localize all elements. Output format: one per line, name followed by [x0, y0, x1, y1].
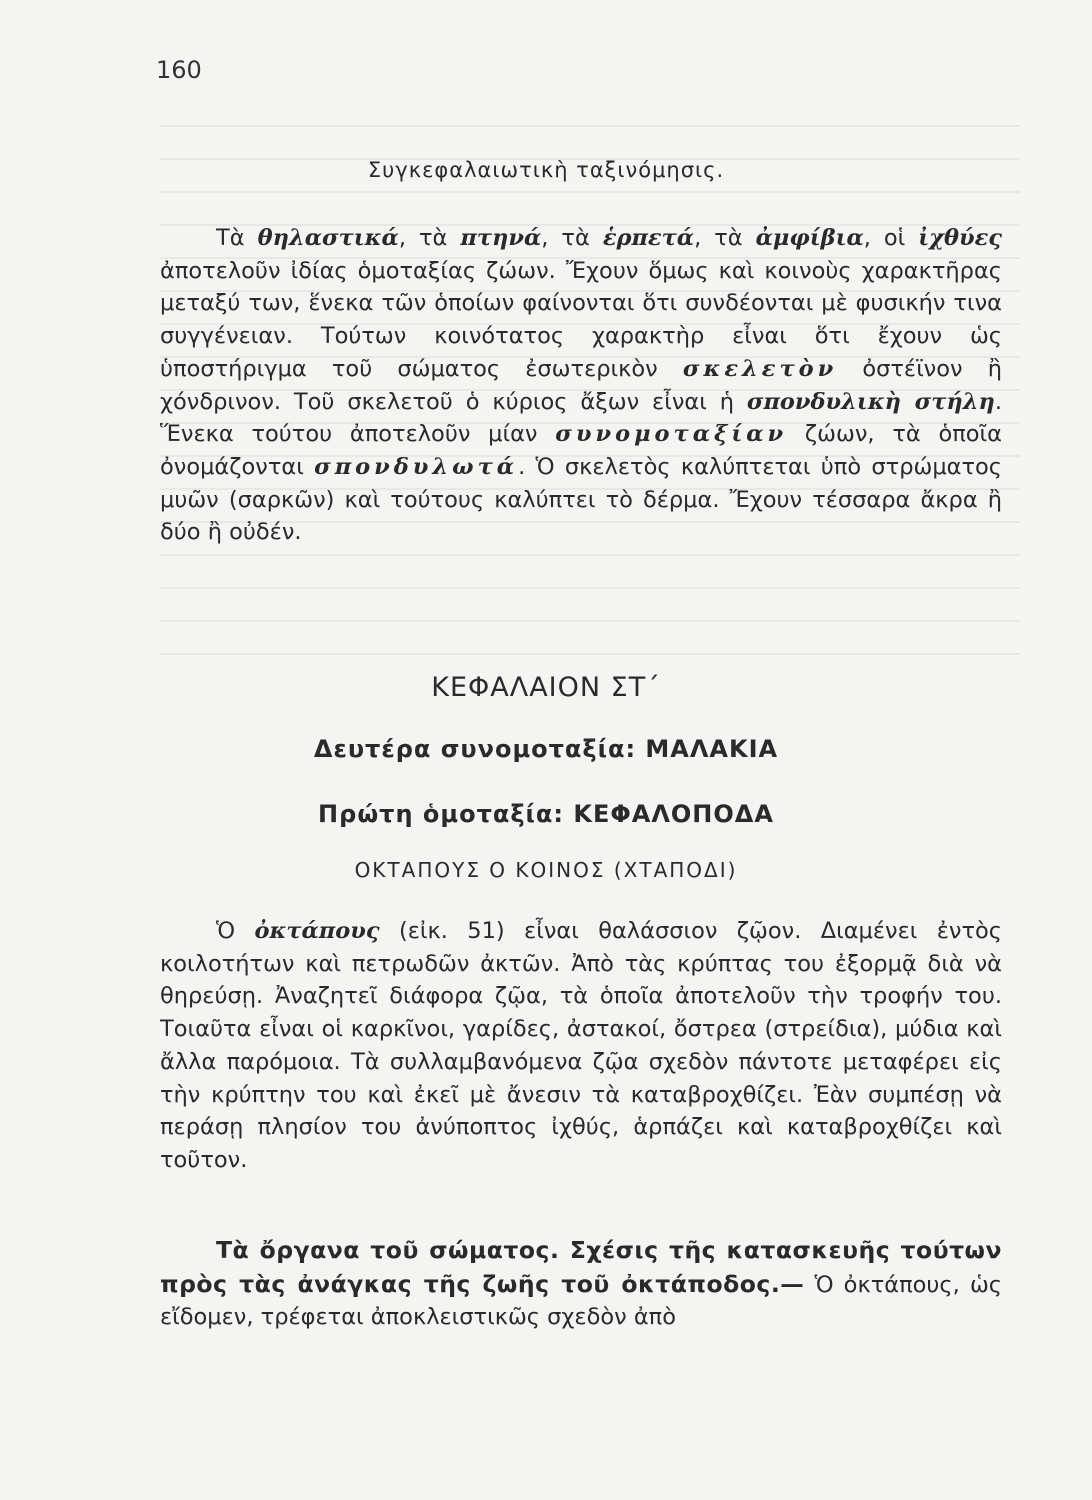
emphasized-term: ἀμφίβια	[755, 225, 864, 251]
octopus-paragraph	[160, 915, 1002, 1177]
class-heading: Πρώτη ὁμοταξία: ΚΕΦΑΛΟΠΟΔΑ	[318, 800, 774, 828]
species-heading: ΟΚΤΑΠΟΥΣ Ο ΚΟΙΝΟΣ (ΧΤΑΠΟΔΙ)	[354, 858, 738, 882]
chapter-title: ΚΕΦΑΛΑΙΟΝ ΣΤ΄	[431, 672, 661, 703]
page-number: 160	[156, 56, 202, 84]
emphasized-term: σπονδυλικὴ στήλη	[746, 388, 995, 415]
paragraph-body: Ὁ ὀκτάπους (εἰκ. 51) εἶναι θαλάσσιον ζῷον. Διαμένει ἐντὸς κοιλοτήτων καὶ πετρωδῶν ἀκτῶν. Ἀπὸ τὰς κρύπτας του ἐξορμᾷ διὰ νὰ θηρεύσῃ. Ἀναζητεῖ διάφορα ζῷα, τὰ ὁποῖα ἀποτελοῦν τὴν τροφήν του. Τοιαῦτα εἶναι οἱ καρκῖνοι, γαρίδες, ἀστακοί, ὄστρεα (στρείδια), μύδια καὶ ἄλλα παρόμοια. Τὰ συλλαμβανόμενα ζῷα σχεδὸν πάντοτε μεταφέρει εἰς τὴν κρύπτην του καὶ ἐκεῖ μὲ ἄνεσιν τὰ καταβροχθίζει. Ἐὰν συμπέσῃ νὰ περάσῃ πλησίον του ἀνύποπτος ἰχθύς, ἁρπάζει καὶ καταβροχθίζει καὶ τοῦτον.	[160, 918, 1002, 1173]
emphasized-term: πτηνά	[460, 225, 542, 251]
classification-paragraph	[160, 222, 1002, 549]
emphasized-term: ἰχθύες	[918, 225, 1002, 251]
emphasized-term: ὀκτάπους	[254, 918, 380, 944]
organs-text: Ὁ ὀκτάπους, ὡς εἴδομεν, τρέφεται ἀποκλειστικῶς σχεδὸν ἀπὸ	[160, 1271, 1002, 1331]
paragraph-body	[160, 1234, 1002, 1334]
emphasized-term: θηλαστικά	[257, 225, 399, 251]
spaced-term: σπονδυλωτά	[314, 453, 519, 480]
section-title: Συγκεφαλαιωτικὴ ταξινόμησις.	[367, 158, 725, 182]
organs-paragraph	[160, 1234, 1002, 1334]
organs-heading: Τὰ ὄργανα τοῦ σώματος. Σχέσις τῆς κατασκευῆς τούτων πρὸς τὰς ἀνάγκας τῆς ζωῆς τοῦ ὀκτάποδος.—	[160, 1236, 1002, 1298]
paragraph-body: Τὰ θηλαστικά, τὰ πτηνά, τὰ ἑρπετά, τὰ ἀμφίβια, οἱ ἰχθύες ἀποτελοῦν ἰδίας ὁμοταξίας ζώων. Ἔχουν ὅμως καὶ κοινοὺς χαρακτῆρας μεταξύ των, ἕνεκα τῶν ὁποίων φαίνονται ὅτι συνδέονται μὲ φυσικήν τινα συγγένειαν. Τούτων κοινότατος χαρακτὴρ εἶναι ὅτι ἔχουν ὡς ὑποστήριγμα τοῦ σώματος ἐσωτερικὸν σκελετὸν ὀστέϊνον ἢ χόνδρινον. Τοῦ σκελετοῦ ὁ κύριος ἄξων εἶναι ἡ σπονδυλικὴ στήλη. Ἕνεκα τούτου ἀποτελοῦν μίαν συνομοταξίαν ζώων, τὰ ὁποῖα ὀνομάζονται σπονδυλωτά. Ὁ σκελετὸς καλύπτεται ὑπὸ στρώματος μυῶν (σαρκῶν) καὶ τούτους καλύπτει τὸ δέρμα. Ἔχουν τέσσαρα ἄκρα ἢ δύο ἢ οὐδέν.	[160, 225, 1002, 546]
emphasized-term: ἑρπετά	[602, 225, 695, 251]
spaced-term: σκελετὸν	[682, 355, 838, 382]
phylum-heading: Δευτέρα συνομοταξία: ΜΑΛΑΚΙΑ	[313, 735, 779, 763]
spaced-term: συνομοταξίαν	[555, 421, 788, 448]
